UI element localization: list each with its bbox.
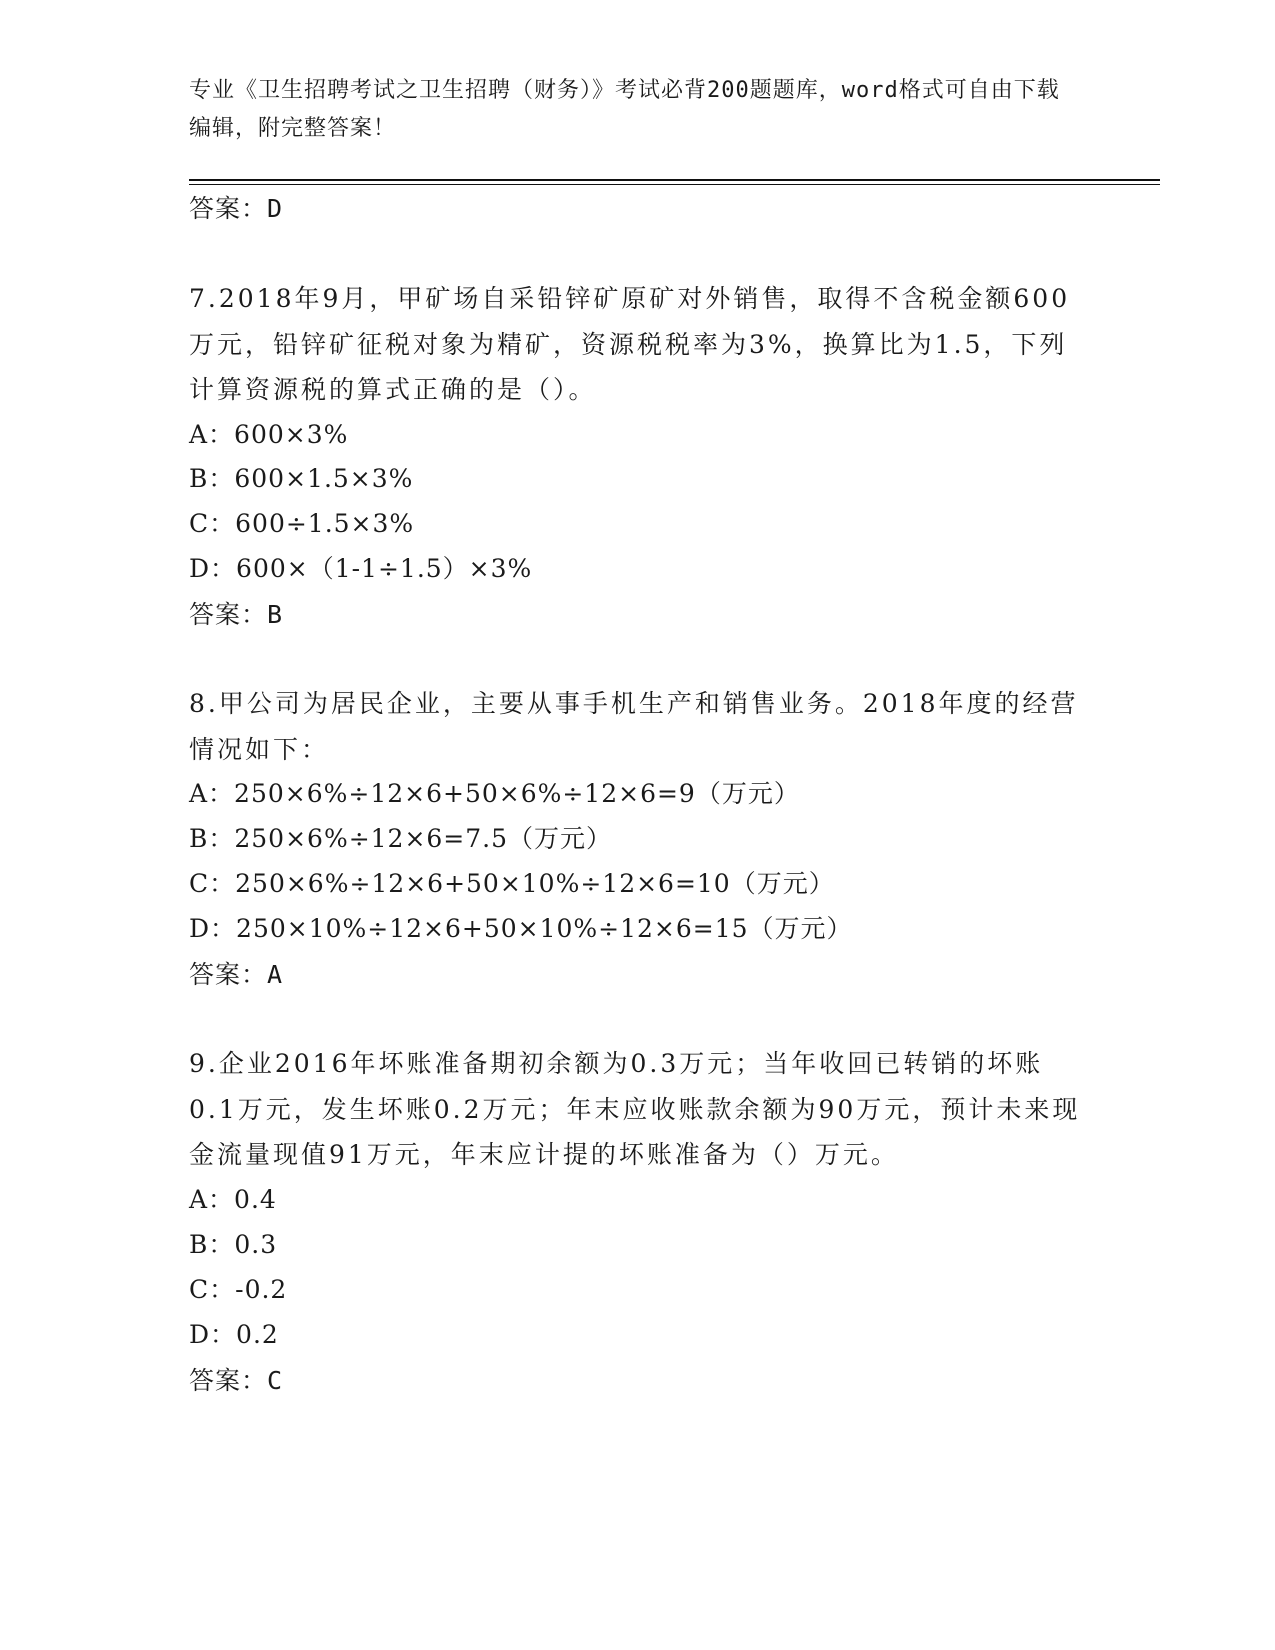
option-a: A：0.4 [189,1185,277,1214]
answer-line: 答案：A [189,960,284,989]
option-d: D：600×（1-1÷1.5）×3% [189,554,533,583]
option-d: D：250×10%÷12×6+50×10%÷12×6=15（万元） [189,914,853,943]
document-header: 专业《卫生招聘考试之卫生招聘（财务）》考试必背200题题库，word格式可自由下载编辑，附完整答案！ [189,78,1060,141]
option-a: A：250×6%÷12×6+50×6%÷12×6=9（万元） [189,779,800,808]
option-c: C：250×6%÷12×6+50×10%÷12×6=10（万元） [189,869,835,898]
option-b: B：250×6%÷12×6=7.5（万元） [189,824,613,853]
option-b: B：600×1.5×3% [189,464,414,493]
question-text: 9.企业2016年坏账准备期初余额为0.3万元；当年收回已转销的坏账0.1万元，发生坏账0.2万元；年末应收账款余额为90万元，预计未来现金流量现值91万元，年末应计提的坏账准备为（）万元。 [189,1049,1081,1169]
header-rule-thin [189,184,1160,185]
option-d: D：0.2 [189,1320,279,1349]
option-c: C：-0.2 [189,1275,288,1304]
option-b: B：0.3 [189,1230,278,1259]
answer-line: 答案：B [189,600,284,629]
answer-line: 答案：C [189,1366,284,1395]
previous-answer: 答案：D [189,194,284,223]
header-rule-thick [189,179,1160,181]
question-text: 8.甲公司为居民企业，主要从事手机生产和销售业务。2018年度的经营情况如下： [189,689,1079,764]
option-c: C：600÷1.5×3% [189,509,415,538]
question-text: 7.2018年9月，甲矿场自采铅锌矿原矿对外销售，取得不含税金额600万元，铅锌矿征税对象为精矿，资源税税率为3%，换算比为1.5，下列计算资源税的算式正确的是（）。 [189,284,1071,404]
option-a: A：600×3% [189,420,349,449]
